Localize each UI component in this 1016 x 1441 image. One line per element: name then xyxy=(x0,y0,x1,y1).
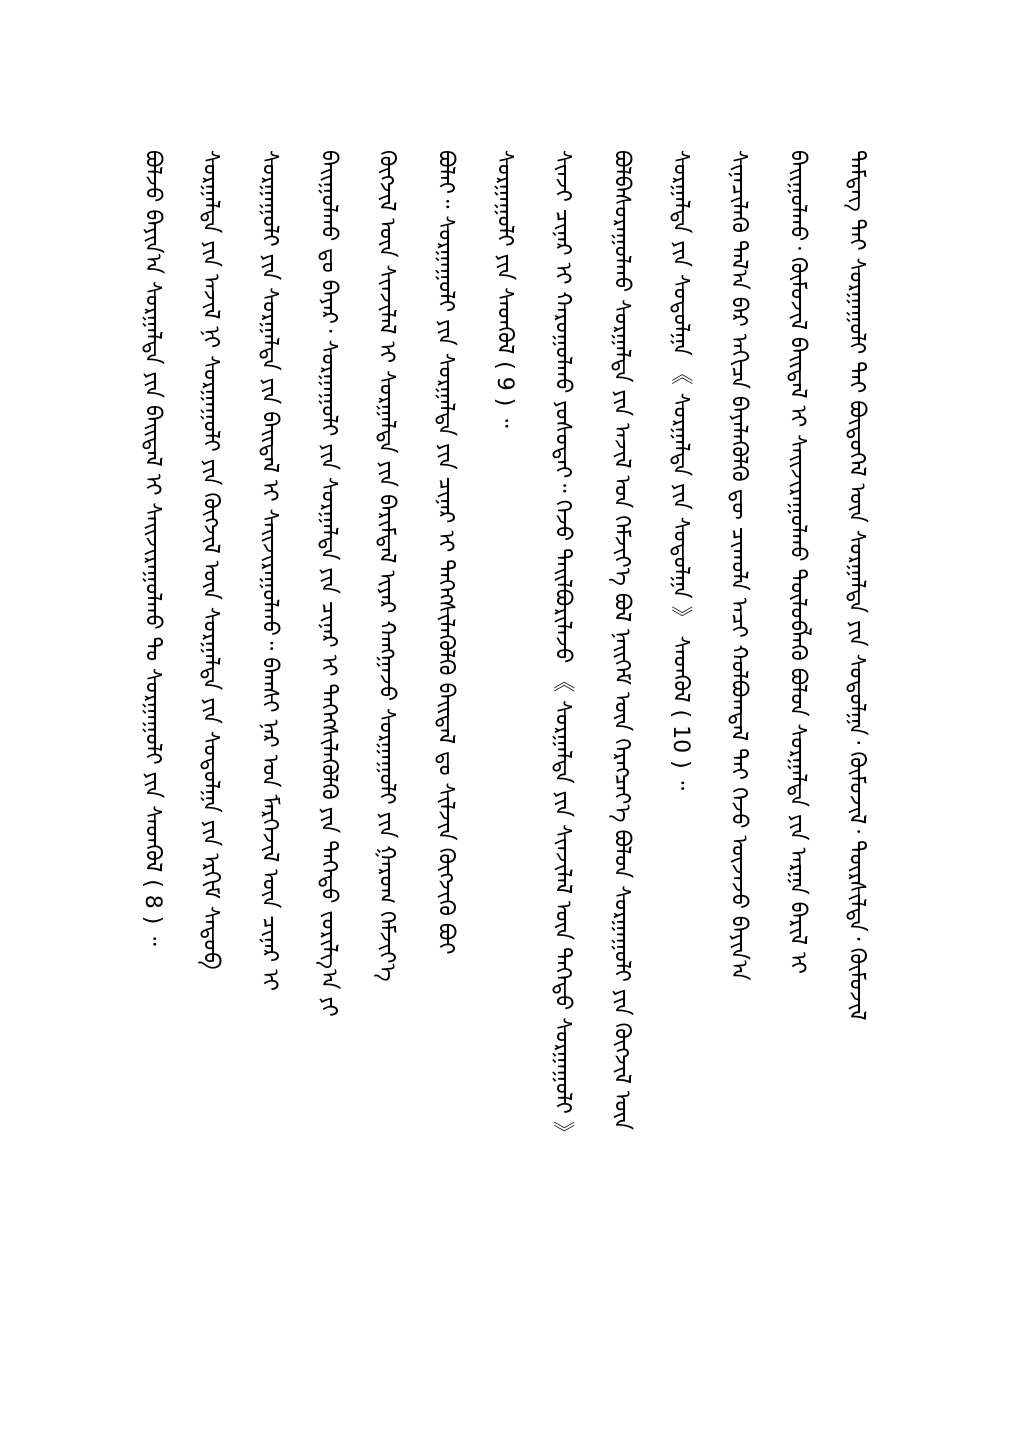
text-column-12: ᠰᠤᠷᠭᠠᠯᠲᠠ ᠶᠢᠨ ᠠᠵᠢᠯ ᠨᠢ ᠰᠤᠷᠭᠠᠭᠤᠯᠢ ᠶᠢᠨ ᠬᠥᠭᠵᠢᠯ ᠦᠨ ᠰᠤᠷᠭᠠᠯᠲᠠ ᠶᠢᠨ ᠰᠤᠳᠤᠯᠭᠠ ᠶᠢᠨ ᠡᠷᠬᠢᠮ ᠰᠡᠳᠦᠪ xyxy=(198,150,223,970)
text-column-6: ᠰᠢᠨᠵᠢ ᠴᠢᠨᠠᠷ ᠢ ᠬᠠᠷᠤᠭᠤᠯᠬᠤ ᠶᠤᠰᠤᠲᠠᠢ᠃ ᠭᠡᠵᠦ ᠲᠠᠢᠯᠪᠤᠷᠢᠯᠠᠵᠤ 《 ᠰᠤᠷᠭᠠᠯᠲᠠ ᠶᠢᠨ ᠰᠢᠨᠵᠢᠯᠡᠯ ᠦᠨ ᠳᠡᠭᠡᠳᠦ ᠰᠤᠷᠭᠠᠭᠤᠯᠢ 》 xyxy=(550,150,575,1144)
text-column-8: ᠪᠣᠯᠠᠢ᠃ ᠰᠤᠷᠭᠠᠭᠤᠯᠢ ᠶᠢᠨ ᠰᠤᠷᠭᠠᠯᠲᠠ ᠶᠢᠨ ᠴᠢᠨᠠᠷ ᠢ ᠳᠡᠭᠡᠭᠰᠢᠯᠡᠭᠦᠯᠬᠦ ᠪᠠᠢᠳᠠᠯ ᠳᠤ ᠰᠢᠯᠵᠢᠨ ᠬᠥᠭᠵᠢᠬᠦ ᠪᠤᠢ xyxy=(433,150,458,955)
text-column-1: ᠲᠡᠮᠳᠡᠭ ᠲᠠᠢ ᠰᠤᠷᠭᠠᠭᠤᠯᠢ ᠲᠠᠢ ᠪᠦᠲᠦᠭᠡᠯ ᠦᠨ ᠰᠤᠷᠭᠠᠯᠲᠠ ᠶᠢᠨ ᠰᠤᠳᠤᠯᠭᠠ᠂ ᠬᠦᠮᠦᠵᠢᠯ᠂ ᠲᠦᠷᠰᠢᠯᠲᠡ᠂ ᠬᠦᠮᠦᠵᠢᠯ xyxy=(844,150,869,1021)
text-column-11: ᠰᠤᠷᠭᠠᠭᠤᠯᠢ ᠶᠢᠨ ᠰᠤᠷᠭᠠᠯᠲᠠ ᠶᠢᠨ ᠪᠠᠢᠳᠠᠯ ᠢ ᠰᠠᠢᠵᠢᠷᠠᠭᠤᠯᠬᠤ᠃ ᠪᠠᠭᠰᠢ ᠨᠠᠷ ᠤᠨ ᠮᠡᠷᠭᠡᠵᠢᠯ ᠦᠨ ᠴᠢᠨᠠᠷ ᠢ xyxy=(257,150,282,991)
text-column-5: ᠪᠤᠯᠪᠠᠰᠤᠷᠠᠭᠤᠯᠬᠤ ᠰᠤᠷᠭᠠᠯᠲᠠ ᠶᠢᠨ ᠠᠵᠢᠯ ᠤᠨ ᠬᠡᠮᠵᠢᠶ᠎ᠡ ᠪᠤᠯ ᠨᠡᠢᠭᠡᠮ ᠦᠨ ᠬᠡᠷᠡᠭᠴᠡᠶ᠎ᠡ ᠪᠤᠯᠤᠨ ᠰᠤᠷᠭᠠᠭᠤᠯᠢ ᠶᠢᠨ ᠬᠥᠭᠵᠢᠯ ᠦᠨ xyxy=(609,150,634,1131)
text-column-9: ᠬᠥᠭᠵᠢᠯ ᠦᠨ ᠰᠢᠨᠵᠢᠯᠡᠯ ᠢ ᠰᠤᠷᠭᠠᠯᠲᠠ ᠶᠢᠨ ᠪᠠᠷᠢᠮᠳᠠᠯ ᠢᠶᠠᠷ ᠬᠠᠩᠭᠠᠵᠤ ᠰᠤᠷᠭᠠᠭᠤᠯᠢ ᠶᠢᠨ ᠭᠠᠷᠤᠭ ᠬᠡᠮᠵᠢᠶ᠎ᠡ xyxy=(374,150,399,982)
text-column-4: ᠰᠤᠷᠭᠠᠯᠲᠠ ᠶᠢᠨ ᠰᠤᠳᠤᠯᠭᠠ 《 ᠰᠤᠷᠭᠠᠯᠲᠠ ᠶᠢᠨ ᠰᠤᠳᠤᠯᠭᠠ 》 ᠰᠡᠳᠭᠦᠯ ( 10 ) ᠃ xyxy=(668,150,693,791)
text-column-7: ᠰᠤᠷᠭᠠᠭᠤᠯᠢ ᠶᠢᠨ ᠰᠡᠳᠭᠦᠯ ( 9 ) ᠃ xyxy=(492,150,517,428)
text-column-2: ᠪᠠᠢᠭᠤᠯᠬᠤ᠂ ᠬᠦᠮᠦᠵᠢᠯ ᠪᠠᠢᠳᠠᠯ ᠢ ᠰᠠᠢᠵᠢᠷᠠᠭᠤᠯᠬᠤ ᠲᠥᠯᠦᠪᠯᠡᠬᠦ ᠪᠤᠯᠤᠨ ᠰᠤᠷᠭᠠᠯᠲᠠ ᠶᠢᠨ ᠠᠷᠭᠠ ᠪᠠᠷᠢᠯ ᠢ xyxy=(785,150,810,974)
text-column-13: ᠪᠣᠯᠵᠤ ᠪᠠᠶᠢᠨ᠎ᠠ ᠰᠤᠷᠭᠠᠯᠲᠠ ᠶᠢᠨ ᠪᠠᠢᠳᠠᠯ ᠢ ᠰᠠᠢᠵᠢᠷᠠᠭᠤᠯᠬᠤ ᠲᠤ ᠰᠤᠷᠭᠠᠭᠤᠯᠢ ᠶᠢᠨ ᠰᠡᠳᠭᠦᠯ ( 8 ) ᠃ xyxy=(140,150,165,946)
text-column-10: ᠪᠠᠢᠭᠤᠯᠬᠤ ᠳᠤ ᠪᠠᠶᠠᠷ᠂ ᠰᠤᠷᠭᠠᠭᠤᠯᠢ ᠶᠢᠨ ᠰᠤᠷᠭᠠᠯᠲᠠ ᠶᠢᠨ ᠴᠢᠨᠠᠷ ᠢ ᠳᠡᠭᠡᠭᠰᠢᠯᠡᠭᠦᠯᠬᠦ ᠶᠢᠨ ᠳᠡᠭᠡᠳᠦ ᠵᠣᠷᠢᠯᠭ᠎ᠠ ᠶᠢ xyxy=(316,150,341,1017)
text-column-3: ᠰᠢᠨᠡᠴᠢᠯᠡᠬᠦ ᠲᠠᠯ᠎ᠠ ᠪᠡᠷ ᠠᠬᠢᠴᠠ ᠪᠡᠶᠡᠯᠡᠭᠦᠯᠬᠦ ᠳᠦ ᠴᠢᠬᠤᠯᠠ ᠠᠴᠢ ᠬᠤᠯᠪᠤᠭᠳᠠᠯ ᠲᠠᠢ ᠭᠡᠵᠦ ᠦᠵᠡᠵᠦ ᠪᠠᠶᠢᠨ᠎ᠠ xyxy=(726,150,751,981)
